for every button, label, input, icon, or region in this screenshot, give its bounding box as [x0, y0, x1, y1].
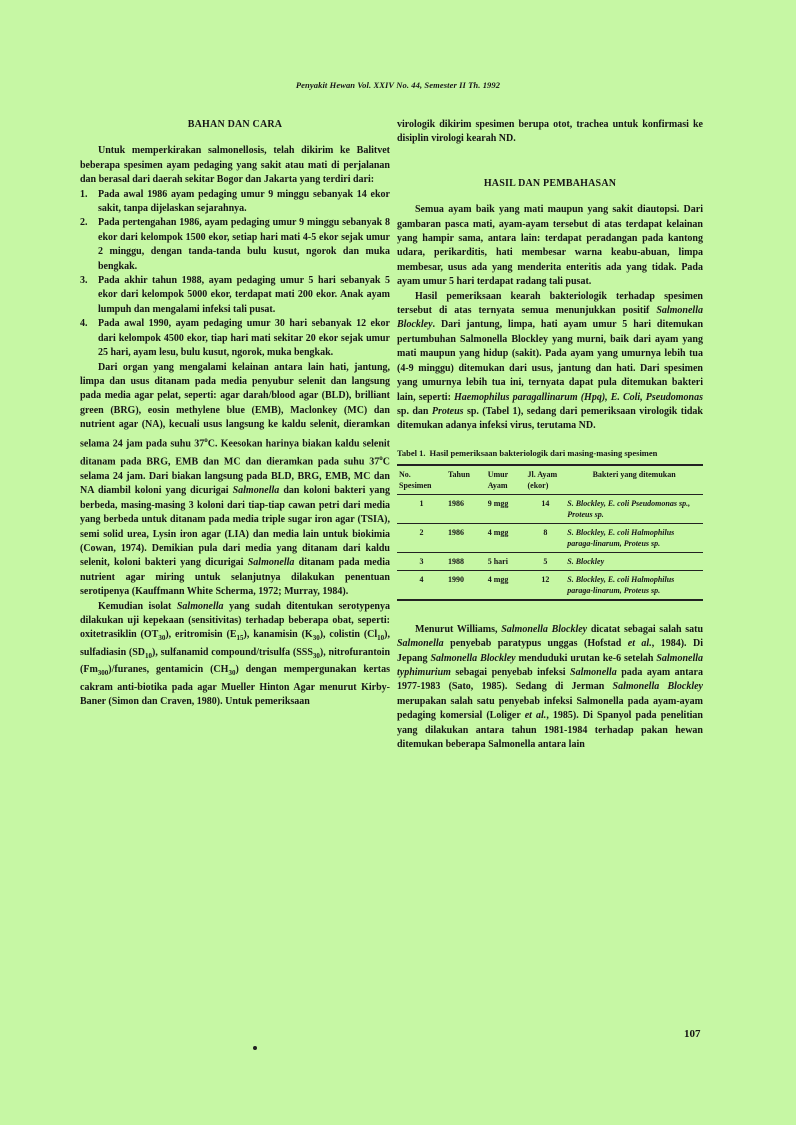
ink-dot: [253, 1046, 257, 1050]
specimen-list: [80, 188, 390, 361]
results-paragraph-3: Menurut Williams, Salmonella Blockley dicatat sebagai salah satu Salmonella penyebab paratypus unggas (Hofstad et al., 1984). Di Jepang Salmonella Blockley menduduki urutan ke-6 setelah Salmonella typhimurium sebagai penyebab infeksi Salmonella pada ayam antara 1977-1983 (Sato, 1985). Sedang di Jerman Salmonella Blockley merupakan salah satu penyebab infeksi Salmonella pada ayam-ayam pedaging komersial (Loliger et al., 1985). Di Spanyol pada penelitian yang dilakukan antara tahun 1981-1984 terhadap pakan hewan ditemukan beberapa Salmonella antara lain: [397, 623, 704, 750]
list-item: 2. Pada pertengahan 1986, ayam pedaging umur 9 minggu sebanyak 8 ekor dari kelompok 1500 ekor, setiap hari mati 4-5 ekor sejak umur 2 minggu, dengan tanda-tanda bulu kusut, ngorok dan muka bengkak.: [80, 217, 390, 272]
left-column: [80, 118, 390, 710]
table-block: [397, 448, 703, 601]
running-header: Penyakit Hewan Vol. XXIV No. 44, Semester II Th. 1992: [295, 80, 501, 90]
intro-paragraph: Untuk memperkirakan salmonellosis, telah dikirim ke Balitvet beberapa spesimen ayam pedaging yang sakit atau mati di perjalanan dan berasal dari daerah sekitar Bogor dan Jakarta yang terdiri dari:: [80, 145, 390, 186]
methods-paragraph-3: Kemudian isolat Salmonella yang sudah ditentukan serotypenya dilakukan uji kepekaan (sensitivitas) terhadap beberapa obat, seperti: oxitetrasiklin $(OT_{30})$, eritromisin $(E_{15})$, kanamisin $(K_{30})$, colistin $(Cl_{10})$, sulfadiasin $(SD_{10})$, sulfanamid compound/trisulfa $(SSS_{30})$, nitrofurantoin $(Fm_{300})$/furanes, gentamicin $(CH_{30})$ dengan mempergunakan kertas cakram anti-biotika pada agar Mueller Hinton Agar menurut Kirby-Baner (Simon dan Craven, 1980). Untuk pemeriksaan: [80, 600, 391, 708]
section-heading-results: HASIL DAN PEMBAHASAN: [483, 177, 617, 189]
continuation-paragraph: virologik dikirim spesimen berupa otot, trachea untuk konfirmasi ke disiplin virologi kearah ND.: [397, 119, 703, 145]
list-item: 3. Pada akhir tahun 1988, ayam pedaging umur 5 hari sebanyak 5 ekor dari kelompok 5000 ekor, terdapat mati 200 ekor. Anak ayam lumpuh dan mengalami infeksi tali pusat.: [80, 275, 390, 315]
list-item: 4. Pada awal 1990, ayam pedaging umur 30 hari sebanyak 12 ekor dari kelompok 4500 ekor, tiap hari mati sekitar 20 ekor sejak umur 25 hari, ayam lesu, bulu kusut, ngorok, muka bengkak.: [80, 318, 390, 359]
section-heading-methods: BAHAN DAN CARA: [187, 119, 283, 130]
table-row: 1 1986 9 mgg 14 S. Blockley, E. coli Pseudomonas sp., Proteus sp.: [397, 494, 703, 523]
results-table: [397, 464, 703, 601]
table-header-row: No. Spesimen Tahun Umur Ayam Jl. Ayam (ekor) Bakteri yang ditemukan: [397, 465, 703, 495]
methods-paragraph-2: Dari organ yang mengalami kelainan antara lain hati, jantung, limpa dan usus ditanam pada media penyubur selenit dan langsung pada media agar pelat, seperti: agar darah/blood agar (BLD), brilliant green (BRG), eosin methylene blue (EMB), Maclonkey (MC) dan nutrient agar (NA), kecuali usus langsung ke kaldu selenit, dieramkan selama 24 jam pada suhu 37$^o$C. Keesokan harinya biakan kaldu selenit ditanam pada BRG, EMB dan MC dan dieramkan pada suhu 37$^o$C selama 24 jam. Dari biakan langsung pada BLD, BRG, EMB, MC dan NA diambil koloni yang dicurigai Salmonella dan koloni bakteri yang berbeda, masing-masing 3 koloni dari tiap-tiap cawan petri dari media yang berbeda untuk ditanam pada media triple sugar iron agar (TSIA), semi solid urea, Lysin iron agar (LIA) dan media lain untuk biokimia (Cowan, 1974). Demikian pula dari media yang ditanam dari kaldu selenit, koloni bakteri yang dicurigai Salmonella ditanam pada media nutrient agar miring untuk selanjutnya dilakukan penentuan serotipenya (Kauffmann White Scherma, 1972; Murray, 1984).: [80, 361, 391, 598]
page-number: 107: [684, 1028, 701, 1040]
table-row: 3 1988 5 hari 5 S. Blockley: [397, 552, 703, 570]
right-column: [397, 118, 703, 752]
results-paragraph-2: Hasil pemeriksaan kearah bakteriologik terhadap spesimen tersebut di atas ternyata semua menunjukkan positif Salmonella Blockley. Dari jantung, limpa, hati ayam umur 5 hari ditemukan pertumbuhan Salmonella Blockley yang murni, baik dari ayam yang mati maupun yang hidup (sakit). Pada ayam yang umurnya lebih tua (4-9 minggu) ditemukan dari usus, jantung dan hati. Dari spesimen yang umurnya lebih tua ini, ternyata dapat pula ditemukan bakteri lain, seperti: Haemophilus paragallinarum (Hpq), E. Coli, Pseudomonas sp. dan Proteus sp. (Tabel 1), sedang dari pemeriksaan virologik tidak ditemukan adanya infeksi virus, terutama ND.: [397, 290, 704, 432]
results-paragraph-1: Semua ayam baik yang mati maupun yang sakit diautopsi. Dari gambaran pasca mati, ayam-ayam tersebut di atas terdapat kelainan yang hampir sama, antara lain: terdapat peradangan pada kantong udara, perikarditis, hati membesar warna keabu-abuan, limpa membesar, usus ada yang menderita enteritis ada yang tidak. Pada ayam umur 5 hari terdapat radang tali pusat.: [397, 204, 703, 288]
list-item: 1. Pada awal 1986 ayam pedaging umur 9 minggu sebanyak 14 ekor sakit, tanpa dijelaskan sejarahnya.: [80, 188, 390, 215]
table-row: 4 1990 4 mgg 12 S. Blockley, E. coli Halmophilus paraga-linarum, Proteus sp.: [397, 570, 703, 600]
table-row: 2 1986 4 mgg 8 S. Blockley, E. coli Halmophilus paraga-linarum, Proteus sp.: [397, 523, 703, 552]
table-caption: Tabel 1. Hasil pemeriksaan bakteriologik dari masing-masing spesimen: [397, 447, 658, 458]
